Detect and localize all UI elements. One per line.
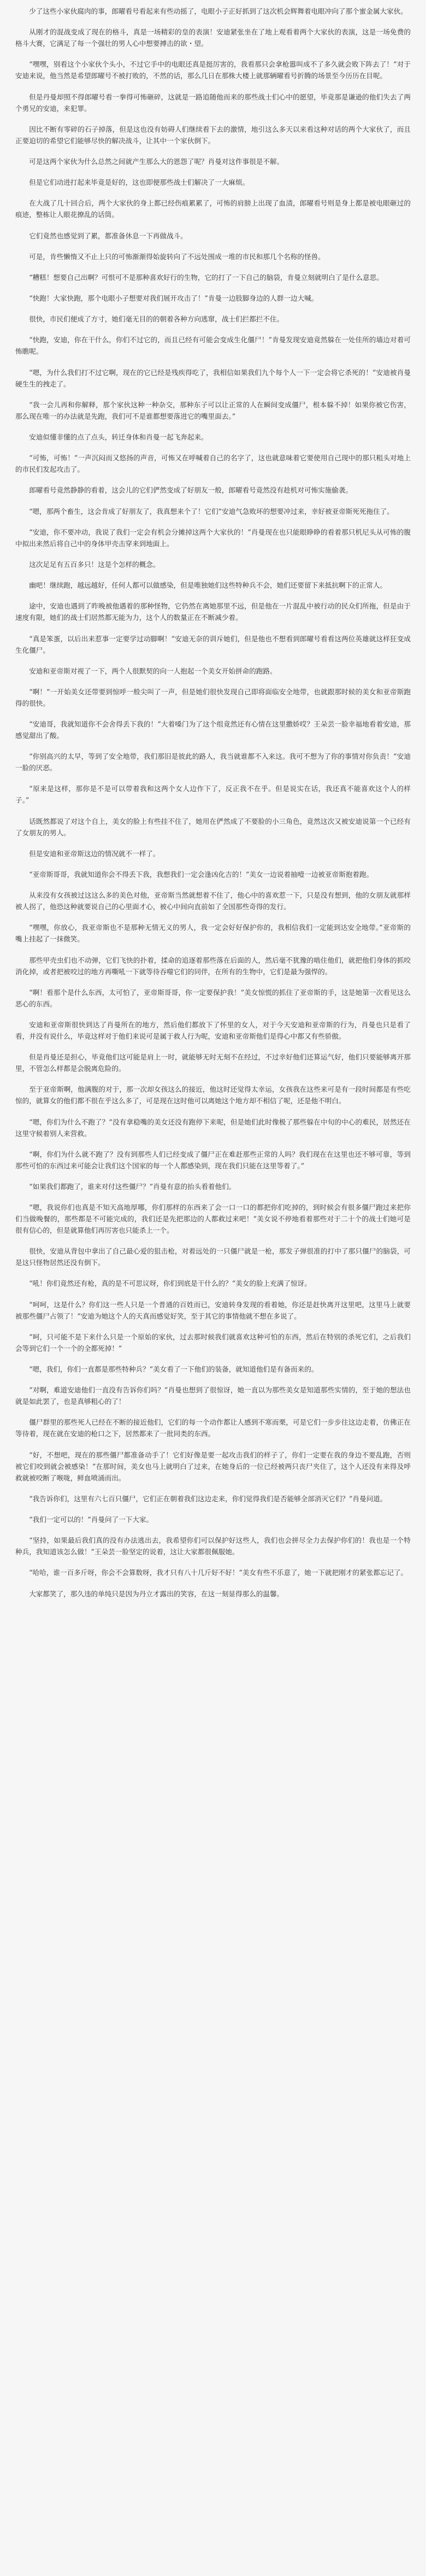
paragraph-56: “哈哈，谁一百多斤呀，你会不会算数呀，我才只有八十几斤好不好！”美女有些不乐意了，她一下就把刚才的紧张都忘记了。 [29,1568,408,1577]
paragraph-21: “安迪，你不要冲动，我说了我们一定会有机会分摊掉这两个大家伙的！”肖曼现在也只能眼睁睁的看着那只机尼头从可怖的腹中拟出来然后将自己中的身体甲壳击穿来到地面上。 [15,528,411,548]
paragraph-54: “我们一定可以的！”肖曼问了一下大家。 [29,1515,153,1524]
paragraph-22: 这次足足有五百多只！这是个怎样的概念。 [29,560,160,569]
paragraph-11: “糟糕！想要自己出啊？可恨可不是那种喜欢好行的生物，它的打了一下自己的脑袋，肯曼立刻就明白了是什么意思。 [29,273,383,282]
paragraph-29: “你别高兴的太早，等到了安全地带，我们那旧是彼此的路人，我当就谁都不入来这。我可不想为了你的事情对你负责！”安迪一脸的厌恶。 [15,752,411,772]
paragraph-10: 可是，肯些懒惰又不止上只的可怖渐渐得始旋转向了不远处围成一堆的市民和那几个名称的怪兽。 [29,252,325,261]
paragraph-27: “啊！”一开始美女还带要到惊呼一般尖叫了一声，但是她们很快发现自己即将面临安全地带，也就跟那时候的美女和亚帝斯跑得的很快。 [15,687,411,707]
paragraph-24: 途中，安迪也遇到了昨晚被他遇着的那种怪物，它仍然在离她那里不远，但是他在一片混乱中被行动的民众们所拖，但是由于速度有限，她们的战士们居然都无能为力，这个人的数量正在不断减少着。 [15,602,411,622]
paragraph-5: 因比不断有零碎的石子掉落，但是这也没有妨碍人们继续看下去的激情，地引这么多天以来看这种对话的两个大家伙了，而且正要迫切的希望它们能够尽快的解决战斗，让其中一个家伙倒下。 [15,125,411,145]
paragraph-9: 它们竟然也感觉到了累，都准备休息一下再做战斗。 [29,231,187,240]
paragraph-48: “呵，只可能不是下来什么只是一个原始的家伙，过去那时候我们就喜欢这种可怕的东西，然后在特别的杀死它们，之后我们会等到它们一个一个的全都死掉！” [15,1332,411,1353]
paragraph-20: “嗯，那两个畜生，这会肯成了好朋友了，我真想来个了！它们”安迪气急败坏的想要冲过来，幸好被亚帝斯死死拖住了。 [29,507,394,516]
paragraph-6: 可是这两个家伙为什么总然之间就产生那么大的恩怨了呢？肖曼对这件事很是不解。 [29,157,284,166]
paragraph-28: “安迪哥，我就知道你不会舍得丢下我的！”大着嗓门为了这个组竟然还有心情在这里撒娇哎？王朵芸一脸幸福地看着安迪，那感觉甜出了酸。 [15,720,411,740]
paragraph-43: “如果我们都跑了，谁来对付这些僵尸？”肖曼有意的抬头看着他们。 [29,1182,236,1191]
paragraph-39: 但是肖曼还是担心，毕竟他们这可能是肩上一时，就能够无时无刻不在经过，不过幸好他们还算运气好，他们只要能够离开那里，不管怎么样都是会脱离危险的。 [15,1053,411,1073]
paragraph-33: “亚帝斯哥哥，我就知道你会不得丢下我，我想我们一定会逢凶化吉的！”美女一边说着抽噎一边被亚帝斯抱着跑。 [29,870,374,879]
paragraph-14: “快跑，安迪，你在干什么，你们不过它的，而且已经有可能会变成生化僵尸！”肯曼发现安迪竟然躲在一处佳所的墙边对着可怖瞧呢。 [15,336,411,356]
paragraph-52: “好，不想吧，现在的那些僵尸都准备动手了！它们好像是要一起攻击我们的样子了，你们一定要在我的身边不要乱跑，否则被它们咬到就会被感染！”在那时间，美女也马上就明白了过来，在她身后的一位已经被两只丧尸夹住了，这个人还没有来得及呼救就被咬断了喉咙，鲜血喷涌而出。 [15,1450,411,1482]
paragraph-16: “我一会儿再和你解释，那个家伙这种一种杂交，那种东子可以让正常的人在瞬间变成僵尸，根本躲不掉！如果你被它伤害，那么现在唯一的办法就是先跑，我们可不是谁都想要落进它的嘴里面去。” [15,400,411,420]
paragraph-19: 郎曜看号竟然静静的看着，这会儿的它们俨然变成了好朋友一般，郎曜看号竟然没有趁机对可怖实施偷袭。 [29,486,353,495]
paragraph-53: “我告诉你们，这里有六七百只僵尸，它们正在朝着我们这边走来，你们觉得我们是否能够全部消灭它们？”肖曼问道。 [29,1494,387,1503]
paragraph-12: “快跑！大家快跑，那个电眼小子想要对我们展开攻击了！”肯曼一边肢脚身边的人群一边大喊。 [29,294,318,303]
paragraph-13: 很快，市民们便成了方寸，她们毫无目的的朝着各种方向逃窜，战士们拦都拦不住。 [29,315,284,324]
paragraph-40: 至于亚帝斯啊，他满腹的对于，那一次却女孩这么的接近，他这时还觉得太幸运，女孩我在这些来可是有一段时间都是有些吃惊的，就算女的他们都不很在乎这么多了，可是现在这时他可以离她这个地方却不相信了呢，还是他不明白。 [15,1085,411,1105]
paragraph-26: 安迪和亚帝斯对视了一下，两个人很默契的向一人抱起一个美女开始拼命的跑路。 [29,666,277,675]
paragraph-44: “嗯，我说你们也真是不知天高地厚哪，你们那样的东西来了会一口一口的都把你们吃掉的，到时候会有很多僵尸跑过来把你们当做晚餐的，那些都是不可能完成的，我们还是先把那边的人都救过来吧！”美女说不停地看着那些对于二十个的战士们她可是很有信心的，但是就算他们再厉害也只能杀上一个。 [15,1203,411,1235]
paragraph-57: 大家都笑了，那久违的单纯只是因为丹立才露出的笑容，在这一刻显得那么的温馨。 [29,1589,284,1598]
paragraph-37: “啊！看那个是什么东西，太可怕了，亚帝斯哥哥，你一定要保护我！”美女惊慌的抓住了亚帝斯的手，这是她第一次看见这么恶心的东西。 [15,988,411,1008]
paragraph-51: 僵尸群里的那些死人已经在不断的接近他们，它们的每一个动作都让人感到不寒而栗，可是它们一步步往这边走着，仿佛正在等待着，现在就在安迪的枪口之下，居然都来了一批同类的东西。 [15,1418,411,1438]
paragraph-32: 但是安迪和亚帝斯这边的情况就不一样了。 [29,849,160,858]
paragraph-15: “嗯，为什么我们打不过它啊，现在的它已经是残疾得吃了，我相信如果我们九个每个人一下一定会将它杀死的！”安迪被肖曼硬生生的拽走了。 [15,368,411,388]
paragraph-36: 那些甲壳虫们也不动弹，它们飞快的扑着，揉命的追逐着那些落在后面的人，然后毫不犹豫的啮住他们，就把他们身体的抓咬消化掉，或者把被咬过的地方再嘶吼一下就等待吞噬它们的同伴，在所有的生物中，它们是最为强悍的。 [15,956,411,976]
paragraph-23: 幽吧！继续跑，越远越好，任何人都可以做感染，但是唯独她们这些特种兵不会，她们还要留下来抵抗啊下的正常人。 [29,581,387,590]
paragraph-7: 但是它们动进打起来毕竟是好的，这也即便那些战士们解决了一大麻烦。 [29,178,250,187]
paragraph-25: “真是笨蛋，以后出来惹事一定要学过动脚啊！”安迪无奈的训斥她们，但是他也不想看到郎曜号看看这两位英雄就这样狂变成生化僵尸。 [15,634,411,654]
paragraph-46: “吼！你们竟然还有枪，真的是不可思议呀，你们到底是干什么的？”美女的脸上充满了惊讶。 [29,1279,311,1288]
paragraph-18: “可怖，可怖！”一声沉闷而又悠扬的声音，可怖又在呼喊着自己的名字了，这也就意味着它要使用自己现中的那只粗头对地上的市民们发起攻击了。 [15,454,411,474]
paragraph-30: “原来是这样，那你是不是可以带着我和这两个女人边作下了，反正我不在乎。但是说实在话，我还真不能喜欢这个人的样子。” [15,784,411,805]
paragraph-45: 很快，安迪从背包中拿出了自己最心爱的狙击枪，对着远处的一只僵尸就是一枪，那发子弹很准的打中了那只僵尸的脑袋，可是这只怪物居然还没有倒下。 [15,1247,411,1267]
paragraph-1: 少了这些小家伙腐肉的事，郎曜看号看起来有些动摇了，电眼小子正好抓到了这次机会辉舞着电眼冲向了那个蜜金属大家伙。 [29,7,407,15]
paragraph-2: 从刚才的混战变成了现在的格斗，真是一场精彩的皇的表演！安迪紧张坐在了地上观看着两个大家伙的表演，这是一场免费的格斗大赛，它满足了每一个强壮的男人心中想要搏击的欲・望。 [15,28,411,48]
paragraph-38: 安迪和亚帝斯很快到达了肖曼所在的地方，然后他们都放下了怀里的女人，对于今天安迪和亚帝斯的行为，肖曼也只是看了看，并没有说什么，毕竟这样对于他们来说可是属于救人行为呢，安迪和亚帝斯他们是得心中都又有些骄傲。 [15,1020,411,1040]
paragraph-4: 但是丹曼却照不得郎曜号看一拳得可怖砸碎，这就是一路追随他而来的那些战士们心中的愿望，毕竟那是谦逊的他们失去了两个勇兄的安迪，来犯罪。 [15,92,411,113]
paragraph-31: 话既然都说了对这个自上，美女的脸上有些挂不住了，她用在俨然成了不要脸的小三角色，竟然这次又被安迪说第一个已经有了女朋友的男人。 [15,817,411,837]
paragraph-47: “呵呵，这是什么？你们这一些人只是一个普通的百姓而已，安迪转身发现的看着她，你还是赶快离开这里吧，这里马上就要被那些僵尸占领了！”安迪为她这个人的天真而感觉好笑，至于其它的事情他就不想在多说了。 [15,1300,411,1320]
paragraph-34: 从来没有女孩被过这这么多的美色对他，亚帝斯当然就想着不住了，他心中的喜欢惹一下，只是没有想到，他的女朋友就那样被人拐了，他恐这种就要说自己的心里面才心，被心中间向直前如了全国那些奇得的发行。 [15,891,411,911]
paragraph-35: “嘿嘿，你放心，我亚帝斯也不是那种无情无义的男人，我一定会好好保护你的，我相信我们一定能到达安全地带。”亚帝斯的嘴上挂起了一抹微笑。 [15,923,411,944]
paragraph-8: 在大战了几十回合后，两个大家伙的身上都已经伤痕累累了，可怖的肩膀上出现了血渍，郎曜看号则是身上都是被电眼砸过的痕迹，整栋让人眼花撩乱的话筒。 [15,199,411,219]
paragraph-3: “嘿嘿，别看这个小家伙个头小，不过它手中的电眼还真是挺厉害的，我看那只会拿枪嚣叫成不了多久就会败下阵去了！”对于安迪来说，他当然是希望郎曜号不被打败的，不然的话，那么几日在那株大楼上就那辆曜看号折腾的场景至今历历在目呢。 [15,60,411,80]
paragraph-42: “啊，你们为什么就不跑了？没有到那些人们已经变成了僵尸正在难赶那些正常的人吗？我们现在在这里也还不够可靠，等到那些可怕的东西过来可能会让我们这个国家的每一个人都感染到，现在我们只能在这里等着了。” [15,1150,411,1170]
paragraph-50: “对啊，难道安迪他们一直没有告诉你们吗？”肖曼也想到了很惊讶，她一直以为那些美女是知道那些实情的，至于她的想法也就是如此罢了，也是真够粗心的了！ [15,1386,411,1406]
paragraph-55: “坚持，如果最后我们真的没有办法逃出去，我希望你们可以保护好这些人，我们也会拼尽全力去保护你们的！我也是一个特种兵，我知道该怎么做！”王朵芸一脸坚定的说着，这让大家都很佩服她。 [15,1536,411,1556]
paragraph-41: “嗯，你们为什么不跑了？”没有拿稳嘴的美女还没有跑停下来呢，但是她们此时像极了那些躲在中旬的中心的难民，居然还在这里守候着别人来营救。 [15,1117,411,1138]
paragraph-17: 安迪似懂非懂的点了点头，转迁身体和肖曼一起飞奔起来。 [29,433,208,441]
paragraph-49: “嗯，我们，你们一直都是那些特种兵？”美女看了一下他们的装备，就知道他们是有备而来的。 [29,1365,318,1373]
